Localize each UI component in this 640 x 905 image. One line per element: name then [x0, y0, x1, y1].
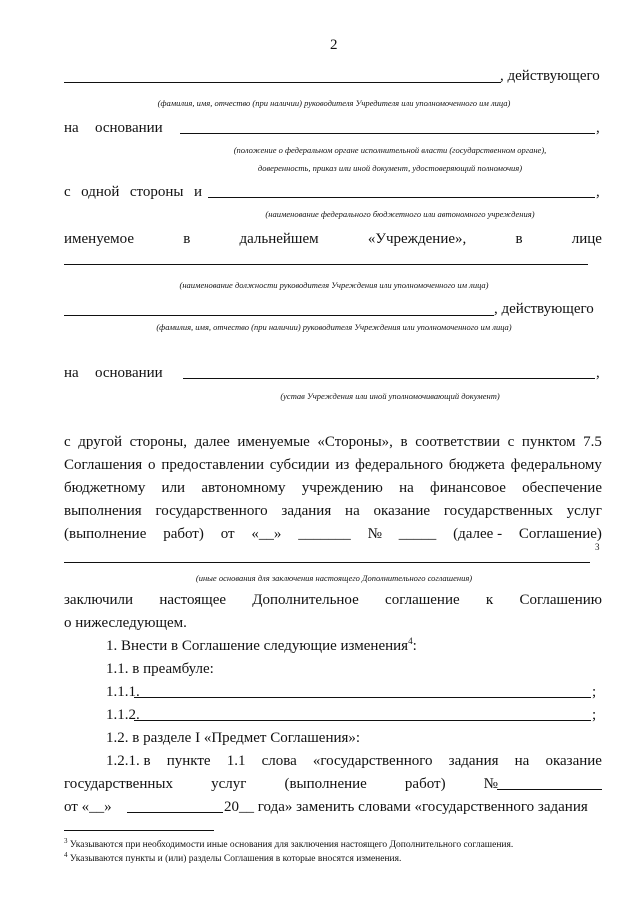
- paragraph-line-5: [64, 525, 602, 543]
- word: на: [345, 503, 360, 519]
- word: другой: [78, 434, 123, 450]
- footnote-ref-4: 4: [408, 636, 413, 646]
- institution-basis-line[interactable]: [183, 378, 595, 379]
- institution-head-caption: (фамилия, имя, отчество (при наличии) руководителя Учреждения или уполномоченного им лица): [156, 322, 512, 332]
- word: заключили: [64, 592, 134, 608]
- word: предоставлении: [161, 457, 264, 473]
- named-word: в: [183, 231, 191, 247]
- word: от: [220, 526, 235, 542]
- word: пункте: [166, 753, 211, 769]
- word: бюджетному: [64, 480, 146, 496]
- one-side-word: и: [193, 184, 202, 200]
- named-word: лице: [571, 231, 602, 247]
- word: с: [507, 434, 515, 450]
- word: учреждению: [301, 480, 383, 496]
- word: на: [514, 753, 530, 769]
- named-word: в: [515, 231, 523, 247]
- institution-head-line[interactable]: [64, 315, 494, 316]
- item-1-1-1-label: 1.1.1.: [106, 684, 140, 700]
- paragraph-line-4: [64, 502, 602, 520]
- word: с: [64, 434, 71, 450]
- one-side-word: с: [64, 184, 71, 200]
- word: в: [400, 434, 408, 450]
- item-1-2-1-date-line[interactable]: [127, 812, 223, 813]
- word: или: [161, 480, 186, 496]
- other-grounds-caption: (иные основания для заключения настоящего Дополнительного соглашения): [195, 573, 473, 583]
- word: финансовое: [429, 480, 506, 496]
- footnote-4: [64, 849, 401, 865]
- institution-basis-word-on: на: [64, 365, 79, 381]
- word: настоящее: [159, 592, 227, 608]
- item-1: [106, 637, 417, 655]
- word: работ): [163, 526, 204, 542]
- item-1-1-2-line[interactable]: [134, 720, 591, 721]
- founder-basis-word-on: на: [64, 120, 79, 136]
- word: оказание: [545, 753, 602, 769]
- founder-basis-word-basis: основании: [95, 120, 163, 136]
- word: к: [485, 592, 494, 608]
- named-word: дальнейшем: [239, 231, 319, 247]
- word: автономному: [201, 480, 286, 496]
- founder-basis-comma: ,: [596, 120, 600, 136]
- word: задания: [448, 753, 499, 769]
- item-1-1-1-semicolon: ;: [592, 684, 597, 700]
- word: обеспечение: [522, 480, 602, 496]
- item-1-1-1-line[interactable]: [134, 697, 591, 698]
- paragraph-line-3: [64, 479, 602, 497]
- item-1-2-1-line-2: [64, 775, 498, 793]
- named-line: [64, 230, 602, 248]
- word: Дополнительное: [252, 592, 359, 608]
- named-word: «Учреждение»,: [367, 231, 467, 247]
- word: 1.2.1. в: [106, 753, 151, 769]
- word: из: [335, 457, 350, 473]
- word: «государственного: [312, 753, 433, 769]
- institution-basis-word-basis: основании: [95, 365, 163, 381]
- footnote-mark-3: 3: [595, 542, 600, 552]
- word: (далее -: [453, 526, 503, 542]
- item-1-2-1-number-line[interactable]: [497, 789, 602, 790]
- word: №: [483, 776, 498, 792]
- word: именуемые: [237, 434, 310, 450]
- paragraph-line-2: [64, 456, 602, 474]
- word: федерального: [355, 457, 444, 473]
- word: бюджета: [448, 457, 505, 473]
- paragraph-line-1: [64, 433, 602, 451]
- word: _____: [398, 526, 437, 542]
- page-number: 2: [330, 37, 338, 53]
- word: «__»: [251, 526, 282, 542]
- founder-name-caption: (фамилия, имя, отчество (при наличии) руководителя Учредителя или уполномоченного им лица): [157, 98, 511, 108]
- founder-basis-caption-2: доверенность, приказ или иной документ, удостоверяющий полномочия): [257, 163, 523, 173]
- item-1-2-1-line-3-start: от «__»: [64, 799, 112, 815]
- one-side-word: одной: [81, 184, 120, 200]
- institution-acting-text: , действующего: [494, 301, 594, 317]
- item-1-2-1-line-3-end: 20__ года» заменить словами «государственного задания: [224, 799, 588, 815]
- word: соглашение: [385, 592, 460, 608]
- word: услуг: [566, 503, 602, 519]
- word: (выполнение: [64, 526, 147, 542]
- word: государственного: [155, 503, 268, 519]
- institution-name-caption: (наименование федерального бюджетного или автономного учреждения): [265, 209, 535, 219]
- institution-basis-caption: (устав Учреждения или иной уполномочивающий документ): [280, 391, 500, 401]
- item-1-colon: :: [412, 638, 417, 654]
- word: стороны,: [129, 434, 187, 450]
- item-1-text: 1. Внести в Соглашение следующие изменения: [106, 638, 409, 654]
- item-1-2: 1.2. в разделе I «Предмет Соглашения»:: [106, 730, 361, 746]
- word: задания: [281, 503, 332, 519]
- founder-name-line[interactable]: [64, 82, 501, 83]
- item-1-1-2-semicolon: ;: [592, 707, 597, 723]
- word: №: [367, 526, 382, 542]
- word: государственных: [443, 503, 553, 519]
- footnote-4-text: Указываются пункты и (или) разделы Соглашения в которые вносятся изменения.: [67, 854, 402, 865]
- word: далее: [194, 434, 230, 450]
- concluded-line-2: о нижеследующем.: [64, 615, 187, 631]
- word: Соглашению: [519, 592, 602, 608]
- founder-basis-line[interactable]: [180, 133, 595, 134]
- named-word: именуемое: [64, 231, 134, 247]
- one-side-word: стороны: [129, 184, 184, 200]
- word: выполнения: [64, 503, 142, 519]
- word: 7.5: [583, 434, 602, 450]
- word: о: [148, 457, 156, 473]
- one-side-comma: ,: [596, 184, 600, 200]
- word: слова: [261, 753, 297, 769]
- word: Соглашение): [518, 526, 602, 542]
- item-1-1-2-label: 1.1.2.: [106, 707, 140, 723]
- word: на: [399, 480, 414, 496]
- item-1-2-1-line-1: [106, 752, 602, 770]
- word: пунктом: [521, 434, 576, 450]
- institution-basis-comma: ,: [596, 365, 600, 381]
- head-position-line[interactable]: [64, 264, 588, 265]
- founder-basis-caption-1: (положение о федеральном органе исполнительной власти (государственном органе),: [233, 145, 547, 155]
- word: работ): [404, 776, 446, 792]
- footnote-4-mark: 4: [64, 851, 68, 859]
- footnote-3-mark: 3: [64, 837, 68, 845]
- footnote-3-text: Указываются при необходимости иные основания для заключения настоящего Дополнительного соглашения.: [67, 840, 514, 851]
- word: 1.1: [226, 753, 246, 769]
- word: оказание: [373, 503, 431, 519]
- word: государственных: [64, 776, 173, 792]
- word: (выполнение: [284, 776, 367, 792]
- word: федеральному: [510, 457, 602, 473]
- head-position-caption: (наименование должности руководителя Учреждения или уполномоченного им лица): [179, 280, 489, 290]
- item-1-1: 1.1. в преамбуле:: [106, 661, 214, 677]
- word: Соглашения: [64, 457, 143, 473]
- footnote-separator: [64, 830, 214, 831]
- word: соответствии: [415, 434, 500, 450]
- word: «Стороны»,: [317, 434, 393, 450]
- word: субсидии: [269, 457, 330, 473]
- other-grounds-line[interactable]: [64, 562, 590, 563]
- concluded-line-1: [64, 591, 602, 609]
- word: услуг: [211, 776, 247, 792]
- one-side-words: [64, 183, 202, 201]
- institution-name-line[interactable]: [208, 197, 595, 198]
- word: _______: [298, 526, 351, 542]
- founder-acting-text: , действующего: [500, 68, 600, 84]
